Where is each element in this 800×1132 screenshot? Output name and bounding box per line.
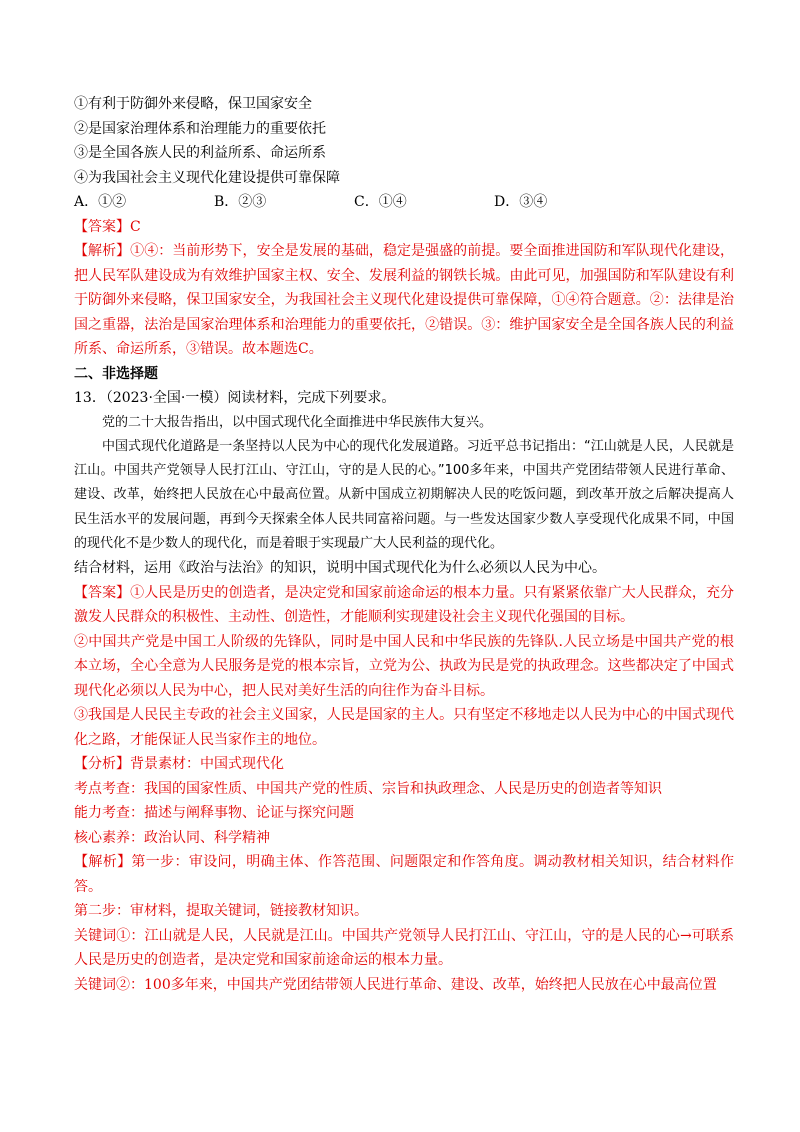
choice-d: D．③④ xyxy=(494,194,548,210)
exam-point: 考点考查：我国的国家性质、中国共产党的性质、宗旨和执政理念、人民是历史的创造者等知识 xyxy=(74,780,662,797)
explanation-step-2: 第二步：审材料，提取关键词，链接教材知识。 xyxy=(74,903,368,920)
option-statement-3: ③是全国各族人民的利益所系、命运所系 xyxy=(74,145,326,161)
option-statement-1: ①有利于防御外来侵略，保卫国家安全 xyxy=(74,96,312,112)
question-13-stem: 13．（2023·全国·一模）阅读材料，完成下列要求。 xyxy=(74,390,396,406)
choice-b: B．②③ xyxy=(214,194,267,210)
choice-a: A．①② xyxy=(74,194,127,210)
option-statement-2: ②是国家治理体系和治理能力的重要依托 xyxy=(74,120,326,137)
keyword-2: 关键词②：100多年来，中国共产党团结带领人民进行革命、建设、改革，始终把人民放在心中最高位置 xyxy=(74,976,717,993)
answer-12: 【答案】C xyxy=(74,218,141,235)
question-requirement: 结合材料，运用《政治与法治》的知识，说明中国式现代化为什么必须以人民为中心。 xyxy=(74,560,606,577)
analysis-background: 【分析】背景素材：中国式现代化 xyxy=(74,756,284,773)
choice-c: C．①④ xyxy=(354,194,407,210)
explanation-step-1: 【解析】第一步：审设问，明确主体、作答范围、问题限定和作答角度。调动教材相关知识，结合材料作答。 xyxy=(74,854,734,895)
answer-13-point-3: ③我国是人民民主专政的社会主义国家，人民是国家的主人。只有坚定不移地走以人民为中心的中国式现代化之路，才能保证人民当家作主的地位。 xyxy=(74,707,734,748)
ability-tested: 能力考查：描述与阐释事物、论证与探究问题 xyxy=(74,805,354,822)
answer-13-point-2: ②中国共产党是中国工人阶级的先锋队，同时是中国人民和中华民族的先锋队.人民立场是中国共产党的根本立场，全心全意为人民服务是党的根本宗旨，立党为公、执政为民是党的执政理念。这些都决定了中国式现代化必须以人民为中心，把人民对美好生活的向往作为奋斗目标。 xyxy=(74,633,734,699)
option-statement-4: ④为我国社会主义现代化建设提供可靠保障 xyxy=(74,169,340,186)
document-page xyxy=(74,92,734,997)
material-paragraph-1: 党的二十大报告指出，以中国式现代化全面推进中华民族伟大复兴。 xyxy=(102,414,493,430)
choice-options xyxy=(74,190,734,215)
analysis-12: 【解析】①④：当前形势下，安全是发展的基础，稳定是强盛的前提。要全面推进国防和军队现代化建设，把人民军队建设成为有效维护国家主权、安全、发展利益的钢铁长城。由此可见，加强国防和军队建设有利于防御外来侵略，保卫国家安全，为我国社会主义现代化建设提供可靠保障，①④符合题意。②：法律是治国之重器，法治是国家治理体系和治理能力的重要依托，②错误。③：维护国家安全是全国各族人民的利益所系、命运所系，③错误。故本题选C。 xyxy=(74,243,734,357)
answer-13-point-1: 【答案】①人民是历史的创造者，是决定党和国家前途命运的根本力量。只有紧紧依靠广大人民群众，充分激发人民群众的积极性、主动性、创造性，才能顺利实现建设社会主义现代化强国的目标。 xyxy=(74,584,734,626)
section-title: 二、非选择题 xyxy=(74,365,158,382)
keyword-1: 关键词①：江山就是人民，人民就是江山。中国共产党领导人民打江山、守江山，守的是人民的心→可联系人民是历史的创造者，是决定党和国家前途命运的根本力量。 xyxy=(74,927,734,969)
material-paragraph-2: 中国式现代化道路是一条坚持以人民为中心的现代化发展道路。习近平总书记指出：“江山就是人民，人民就是江山。中国共产党领导人民打江山、守江山，守的是人民的心。”100多年来，中国共产党团结带领人民进行革命、建设、改革，始终把人民放在心中最高位置。从新中国成立初期解决人民的吃饭问题，到改革开放之后解决提高人民生活水平的发展问题，再到今天探索全体人民共同富裕问题。与一些发达国家少数人享受现代化成果不同，中国的现代化不是少数人的现代化，而是着眼于实现最广大人民利益的现代化。 xyxy=(74,438,734,551)
core-literacy: 核心素养：政治认同、科学精神 xyxy=(74,829,270,846)
